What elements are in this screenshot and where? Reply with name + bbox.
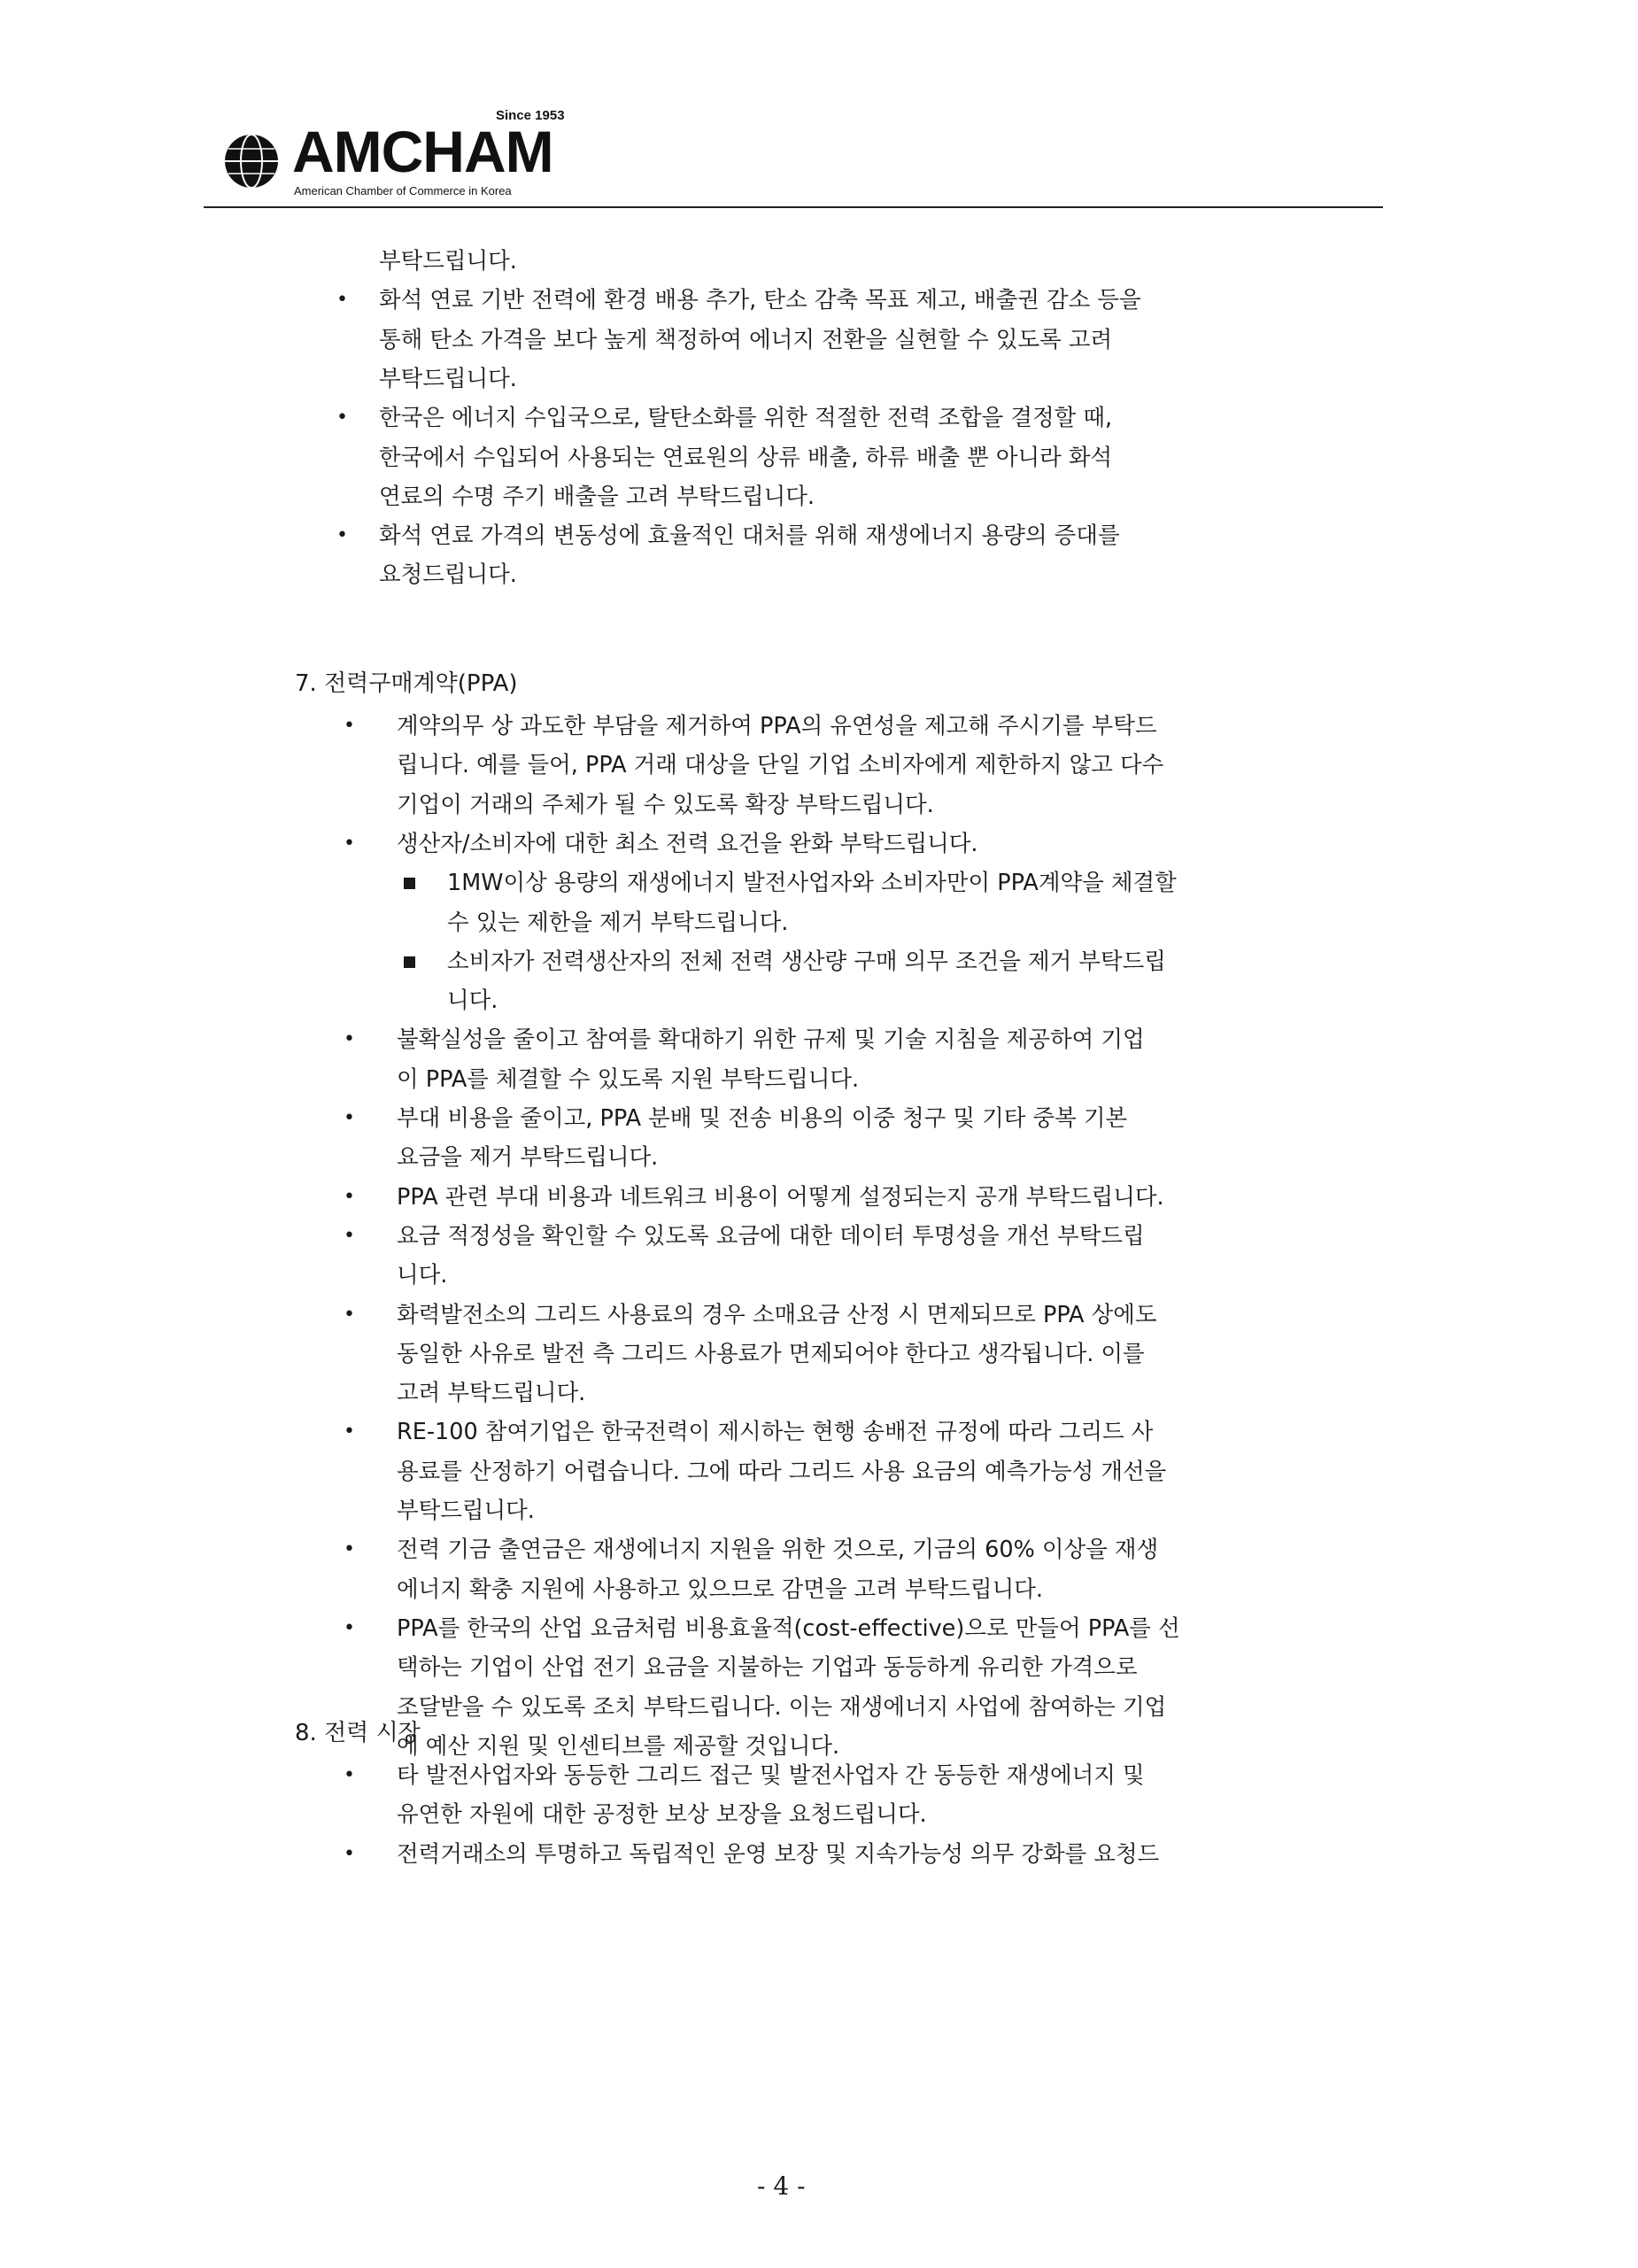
text-line: 계약의무 상 과도한 부담을 제거하여 PPA의 유연성을 제고해 주시기를 부탁드	[397, 713, 1157, 739]
text-line: PPA 관련 부대 비용과 네트워크 비용이 어떻게 설정되는지 공개 부탁드립니다.	[397, 1183, 1164, 1211]
text-line: 동일한 사유로 발전 측 그리드 사용료가 면제되어야 한다고 생각됩니다. 이를	[397, 1340, 1145, 1367]
text-line: 요청드립니다.	[379, 561, 517, 589]
logo-subtitle: American Chamber of Commerce in Korea	[294, 184, 512, 197]
bullet-icon: •	[344, 1842, 355, 1865]
text-line: 부탁드립니다.	[379, 365, 517, 392]
text-line: 조달받을 수 있도록 조치 부탁드립니다. 이는 재생에너지 사업에 참여하는 기업	[397, 1693, 1167, 1721]
square-bullet-icon	[404, 878, 415, 889]
text-line: 이 PPA를 체결할 수 있도록 지원 부탁드립니다.	[397, 1065, 860, 1093]
text-line: 연료의 수명 주기 배출을 고려 부탁드립니다.	[379, 483, 815, 510]
text-line: 불확실성을 줄이고 참여를 확대하기 위한 규제 및 기술 지침을 제공하여 기업	[397, 1026, 1145, 1054]
bullet-icon: •	[344, 1224, 355, 1247]
bullet-icon: •	[344, 1303, 355, 1326]
text-line: 에 예산 지원 및 인센티브를 제공할 것입니다.	[397, 1732, 840, 1760]
text-line: PPA를 한국의 산업 요금처럼 비용효율적(cost-effective)으로 만들어 PPA를 선	[397, 1614, 1180, 1642]
bullet-icon: •	[344, 1028, 355, 1051]
text-line: 부탁드립니다.	[397, 1498, 535, 1524]
text-line: 화석 연료 기반 전력에 환경 배용 추가, 탄소 감축 목표 제고, 배출권 감소 등을	[379, 287, 1141, 314]
text-line: 니다.	[447, 987, 498, 1015]
bullet-icon: •	[344, 832, 355, 855]
amcham-logo	[223, 104, 577, 202]
text-line: 통해 탄소 가격을 보다 높게 책정하여 에너지 전환을 실현할 수 있도록 고려	[379, 326, 1113, 353]
header-divider	[204, 206, 1383, 208]
logo-since-text: Since 1953	[496, 108, 565, 123]
text-line: 화력발전소의 그리드 사용료의 경우 소매요금 산정 시 면제되므로 PPA 상에도	[397, 1301, 1157, 1328]
text-line: 니다.	[397, 1262, 448, 1289]
section-heading: 7. 전력구매계약(PPA)	[295, 670, 518, 697]
bullet-icon: •	[344, 1538, 355, 1561]
bullet-icon: •	[344, 1185, 355, 1208]
square-bullet-icon	[404, 956, 415, 968]
text-line: 요금 적정성을 확인할 수 있도록 요금에 대한 데이터 투명성을 개선 부탁드립	[397, 1222, 1145, 1250]
text-line: 고려 부탁드립니다.	[397, 1380, 586, 1407]
text-line: 요금을 제거 부탁드립니다.	[397, 1144, 659, 1172]
bullet-icon: •	[336, 289, 348, 312]
bullet-icon: •	[336, 406, 348, 430]
bullet-icon: •	[344, 1764, 355, 1786]
text-line: 전력거래소의 투명하고 독립적인 운영 보장 및 지속가능성 의무 강화를 요청드	[397, 1840, 1160, 1868]
bullet-icon: •	[344, 1616, 355, 1639]
bullet-icon: •	[344, 1420, 355, 1444]
text-line: 부대 비용을 줄이고, PPA 분배 및 전송 비용의 이중 청구 및 기타 중복 기본	[397, 1105, 1128, 1132]
text-line: RE-100 참여기업은 한국전력이 제시하는 현행 송배전 규정에 따라 그리드 사	[397, 1419, 1154, 1446]
text-line: 에너지 확충 지원에 사용하고 있으므로 감면을 고려 부탁드립니다.	[397, 1575, 1043, 1603]
bullet-icon: •	[344, 715, 355, 737]
text-line: 택하는 기업이 산업 전기 요금을 지불하는 기업과 동등하게 유리한 가격으로	[397, 1654, 1138, 1682]
globe-icon	[223, 133, 280, 190]
text-line: 립니다. 예를 들어, PPA 거래 대상을 단일 기업 소비자에게 제한하지 않고 다수	[397, 752, 1164, 779]
text-line: 전력 기금 출연금은 재생에너지 지원을 위한 것으로, 기금의 60% 이상을 재생	[397, 1537, 1159, 1564]
text-line: 기업이 거래의 주체가 될 수 있도록 확장 부탁드립니다.	[397, 791, 934, 818]
logo-wordmark: AMCHAM	[292, 119, 553, 184]
text-line: 유연한 자원에 대한 공정한 보상 보장을 요청드립니다.	[397, 1801, 927, 1829]
text-line: 타 발전사업자와 동등한 그리드 접근 및 발전사업자 간 동등한 재생에너지 및	[397, 1762, 1145, 1789]
text-line: 한국에서 수입되어 사용되는 연료원의 상류 배출, 하류 배출 뿐 아니라 화석	[379, 444, 1113, 471]
text-line: 수 있는 제한을 제거 부탁드립니다.	[447, 909, 789, 936]
text-line: 생산자/소비자에 대한 최소 전력 요건을 완화 부탁드립니다.	[397, 830, 978, 857]
text-line: 소비자가 전력생산자의 전체 전력 생산량 구매 의무 조건을 제거 부탁드립	[447, 948, 1166, 975]
text-line: 1MW이상 용량의 재생에너지 발전사업자와 소비자만이 PPA계약을 체결할	[447, 870, 1177, 897]
bullet-icon: •	[344, 1107, 355, 1129]
section-heading: 8. 전력 시장	[295, 1720, 421, 1746]
text-line: 부탁드립니다.	[379, 248, 517, 275]
page-number: - 4 -	[757, 2171, 806, 2201]
text-line: 용료를 산정하기 어렵습니다. 그에 따라 그리드 사용 요금의 예측가능성 개선을	[397, 1458, 1167, 1485]
bullet-icon: •	[336, 524, 348, 547]
text-line: 화석 연료 가격의 변동성에 효율적인 대처를 위해 재생에너지 용량의 증대를	[379, 522, 1120, 550]
text-line: 한국은 에너지 수입국으로, 탈탄소화를 위한 적절한 전력 조합을 결정할 때,	[379, 405, 1113, 432]
